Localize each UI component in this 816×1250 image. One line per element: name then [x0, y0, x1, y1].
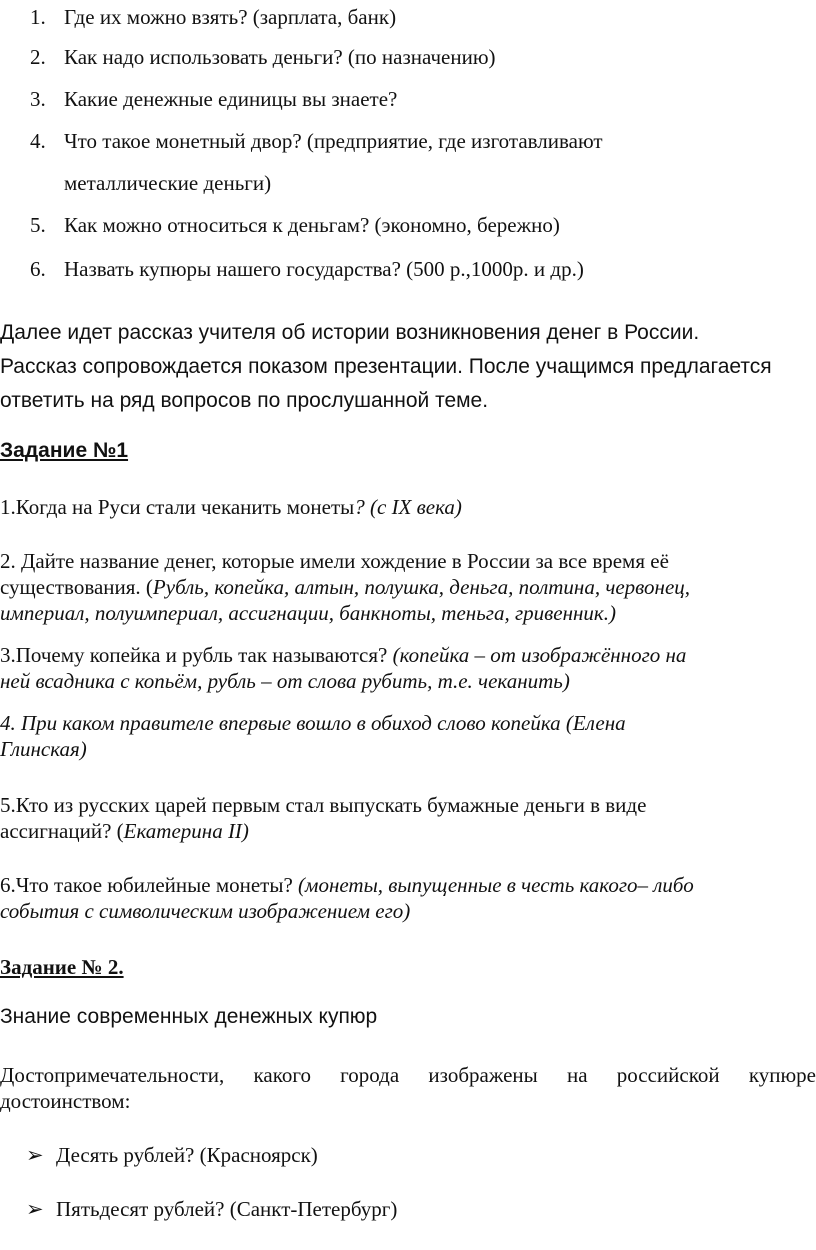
task1-question-5-line: 5.Кто из русских царей первым стал выпускать бумажные деньги в виде — [0, 793, 647, 817]
list-item — [30, 170, 271, 196]
intro-line: Рассказ сопровождается показом презентации. После учащимся предлагается — [0, 355, 772, 378]
list-text: Десять рублей? (Красноярск) — [56, 1143, 318, 1167]
list-text: металлические деньги) — [64, 171, 272, 195]
question-answer: ней всадника с копьём, рубль – от слова рубить, т.е. чеканить) — [0, 669, 570, 693]
question-answer: Рубль, копейка, алтын, полушка, деньга, полтина, червонец, — [152, 575, 691, 599]
list-number: 1. — [30, 5, 46, 29]
question-answer: события с символическим изображением его) — [0, 899, 411, 923]
list-item — [30, 256, 584, 282]
question-text: 1.Когда на Руси стали чеканить монеты — [0, 495, 355, 519]
list-text: Как можно относиться к деньгам? (экономно, бережно) — [64, 213, 560, 237]
task2-question-line: достоинством: — [0, 1089, 131, 1113]
task2-question-line: Достопримечательности, какого города изображены на российской купюре — [0, 1063, 816, 1087]
list-number: 3. — [30, 87, 46, 111]
list-text: Назвать купюры нашего государства? (500 р.,1000р. и др.) — [64, 257, 584, 281]
list-text: Где их можно взять? (зарплата, банк) — [64, 5, 397, 29]
list-text: Как надо использовать деньги? (по назначению) — [64, 45, 496, 69]
list-text: Какие денежные единицы вы знаете? — [64, 87, 398, 111]
arrow-bullet-icon: ➢ — [26, 1143, 44, 1167]
question-text: существования. ( — [0, 575, 153, 599]
question-answer: (копейка – от изображённого на — [392, 643, 687, 667]
list-item — [30, 128, 603, 154]
list-item — [30, 44, 496, 70]
list-item — [30, 212, 560, 238]
list-number: 6. — [30, 257, 46, 281]
intro-line: Далее идет рассказ учителя об истории возникновения денег в России. — [0, 321, 700, 344]
question-answer: Екатерина II) — [123, 819, 249, 843]
task1-question-1 — [0, 494, 462, 520]
list-item — [26, 1196, 397, 1222]
task1-question-4-line: 4. При каком правителе впервые вошло в обиход слово копейка (Елена — [0, 711, 626, 735]
task1-question-6 — [0, 872, 694, 898]
intro-line: ответить на ряд вопросов по прослушанной теме. — [0, 389, 489, 412]
task1-question-2-line: 2. Дайте название денег, которые имели хождение в России за все время её — [0, 549, 669, 573]
question-answer: (монеты, выпущенные в честь какого– либо — [298, 873, 694, 897]
task2-subtitle: Знание современных денежных купюр — [0, 1005, 378, 1028]
list-text: Пятьдесят рублей? (Санкт-Петербург) — [56, 1197, 398, 1221]
list-text: Что такое монетный двор? (предприятие, где изготавливают — [64, 129, 603, 153]
list-item — [30, 4, 396, 30]
question-text: 3.Почему копейка и рубль так называются? — [0, 643, 393, 667]
question-text: ассигнаций? ( — [0, 819, 124, 843]
task1-question-4-line: Глинская) — [0, 737, 87, 761]
list-number: 5. — [30, 213, 46, 237]
list-item — [30, 86, 397, 112]
arrow-bullet-icon: ➢ — [26, 1197, 44, 1221]
task2-heading: Задание № 2. — [0, 955, 124, 979]
task1-question-3 — [0, 642, 686, 668]
task1-heading: Задание №1 — [0, 439, 129, 462]
task1-question-5-line — [0, 818, 249, 844]
list-item — [26, 1142, 318, 1168]
list-number: 2. — [30, 45, 46, 69]
question-answer: ? (с IX века) — [354, 495, 462, 519]
list-number: 4. — [30, 129, 46, 153]
question-text: 6.Что такое юбилейные монеты? — [0, 873, 299, 897]
question-answer: империал, полуимпериал, ассигнации, банкноты, теньга, гривенник.) — [0, 601, 616, 625]
task1-question-2-line — [0, 574, 690, 600]
